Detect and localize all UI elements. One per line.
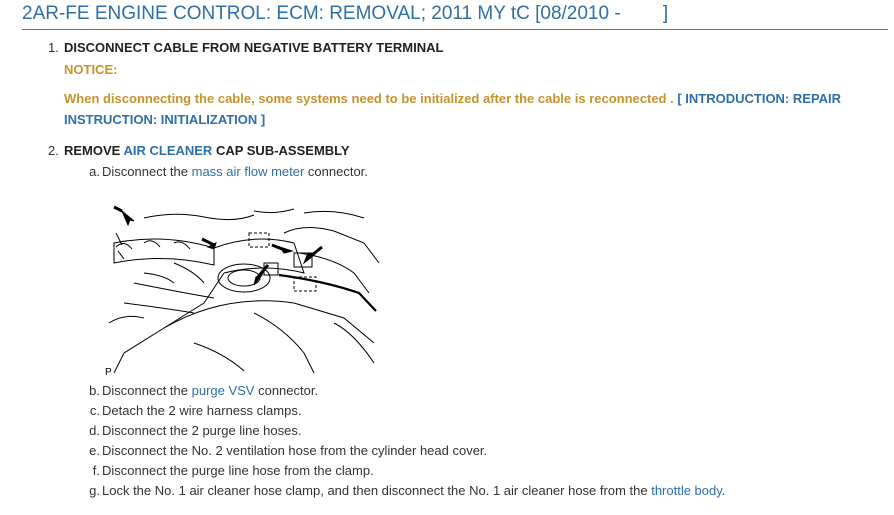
substep-label: a. — [89, 164, 100, 179]
substep-a — [86, 164, 368, 179]
initialization-link[interactable]: [ INTRODUCTION: REPAIR — [677, 91, 842, 106]
substep-text: Disconnect the purge line hose from the clamp. — [102, 463, 374, 478]
throttle-body-link[interactable]: throttle body — [651, 483, 722, 498]
step-number: 1. — [48, 40, 59, 55]
substep-b — [86, 383, 318, 398]
substep-label: c. — [89, 403, 100, 418]
substep-text: Disconnect the 2 purge line hoses. — [102, 423, 302, 438]
figure-label: P — [105, 367, 112, 378]
substep-text: Lock the No. 1 air cleaner hose clamp, and then disconnect the No. 1 air cleaner hose from the — [102, 483, 652, 498]
notice-label: NOTICE: — [64, 62, 118, 77]
initialization-link-cont[interactable]: INSTRUCTION: INITIALIZATION ] — [64, 112, 266, 127]
substep-label: b. — [89, 383, 100, 398]
step-heading — [64, 143, 350, 158]
substep-label: f. — [92, 463, 100, 478]
heading-text: REMOVE — [64, 143, 124, 158]
substep-f — [86, 463, 374, 478]
mass-air-flow-meter-link[interactable]: mass air flow meter — [191, 164, 305, 179]
substep-text: . — [721, 483, 726, 498]
substep-text: Detach the 2 wire harness clamps. — [102, 403, 302, 418]
substep-text: Disconnect the — [102, 164, 192, 179]
step-heading: DISCONNECT CABLE FROM NEGATIVE BATTERY TERMINAL — [64, 40, 444, 55]
engine-illustration — [104, 203, 382, 375]
substep-c — [86, 403, 301, 418]
substep-e — [86, 443, 487, 458]
heading-text: CAP SUB-ASSEMBLY — [212, 143, 350, 158]
notice-text — [64, 91, 841, 106]
substep-text: connector. — [304, 164, 368, 179]
substep-d — [86, 423, 301, 438]
notice-link-cont — [64, 112, 265, 127]
substep-text: Disconnect the No. 2 ventilation hose from the cylinder head cover. — [102, 443, 488, 458]
substep-label: e. — [89, 443, 100, 458]
substep-label: g. — [89, 483, 100, 498]
step-number: 2. — [48, 143, 59, 158]
purge-vsv-link[interactable]: purge VSV — [191, 383, 255, 398]
air-cleaner-link[interactable]: AIR CLEANER — [123, 143, 213, 158]
substep-text: connector. — [254, 383, 319, 398]
substep-g — [86, 483, 725, 498]
page-title: 2AR-FE ENGINE CONTROL: ECM: REMOVAL; 2011 MY tC [08/2010 - ] — [22, 2, 888, 30]
substep-text: Disconnect the — [102, 383, 192, 398]
notice-body: When disconnecting the cable, some systems need to be initialized after the cable is reconnected . — [64, 91, 674, 106]
substep-label: d. — [89, 423, 100, 438]
